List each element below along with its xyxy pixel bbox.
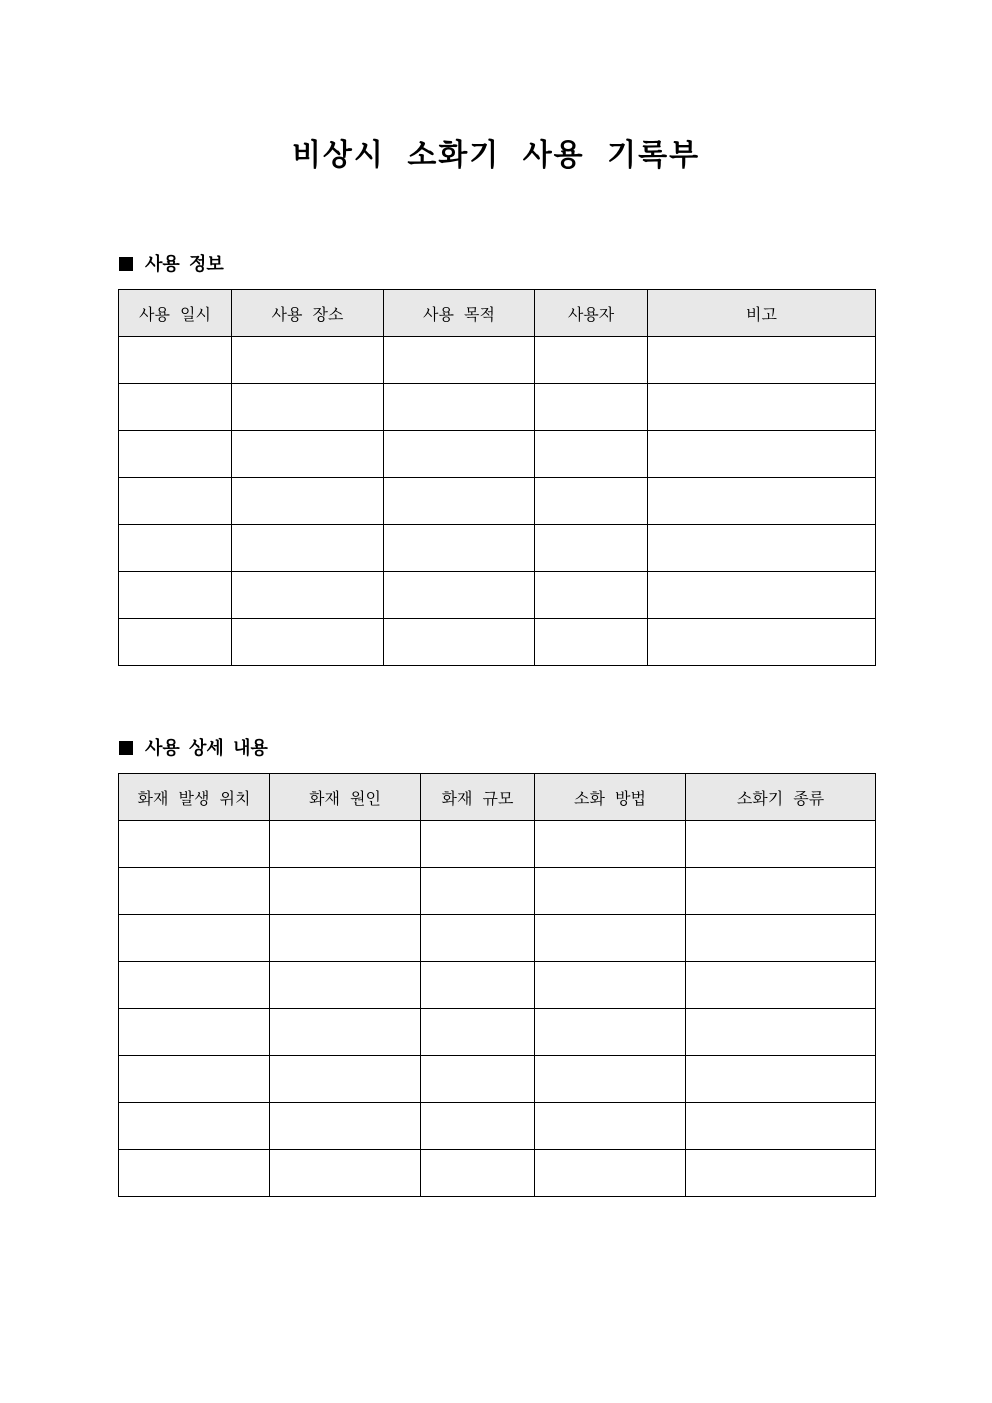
- usage-info-cell[interactable]: [648, 431, 876, 478]
- usage-details-cell[interactable]: [686, 868, 876, 915]
- usage-details-cell[interactable]: [686, 1009, 876, 1056]
- usage-details-cell[interactable]: [119, 868, 270, 915]
- square-bullet-icon: [119, 741, 133, 755]
- usage-info-cell[interactable]: [384, 478, 535, 525]
- usage-info-cell[interactable]: [535, 431, 648, 478]
- usage-details-cell[interactable]: [686, 1150, 876, 1197]
- usage-details-cell[interactable]: [421, 1056, 535, 1103]
- usage-info-cell[interactable]: [535, 337, 648, 384]
- usage-info-cell[interactable]: [119, 525, 232, 572]
- usage-details-cell[interactable]: [535, 1009, 686, 1056]
- header-usage-datetime: 사용 일시: [119, 290, 232, 337]
- usage-info-cell[interactable]: [232, 431, 384, 478]
- table-header-row: [119, 774, 876, 821]
- usage-details-cell[interactable]: [421, 962, 535, 1009]
- table-row: [119, 1103, 876, 1150]
- usage-details-cell[interactable]: [270, 1056, 421, 1103]
- table-row: [119, 478, 876, 525]
- usage-details-cell[interactable]: [119, 1056, 270, 1103]
- usage-details-cell[interactable]: [535, 915, 686, 962]
- usage-details-cell[interactable]: [686, 915, 876, 962]
- header-user: 사용자: [535, 290, 648, 337]
- usage-info-table: [118, 289, 876, 666]
- usage-details-cell[interactable]: [119, 915, 270, 962]
- usage-info-cell[interactable]: [535, 572, 648, 619]
- header-usage-location: 사용 장소: [232, 290, 384, 337]
- usage-info-cell[interactable]: [384, 337, 535, 384]
- table-row: [119, 962, 876, 1009]
- table-row: [119, 1150, 876, 1197]
- usage-details-cell[interactable]: [421, 821, 535, 868]
- usage-info-cell[interactable]: [648, 619, 876, 666]
- usage-info-cell[interactable]: [232, 525, 384, 572]
- page-title: 비상시 소화기 사용 기록부: [291, 138, 701, 173]
- usage-details-cell[interactable]: [270, 1103, 421, 1150]
- table-row: [119, 525, 876, 572]
- usage-info-cell[interactable]: [648, 525, 876, 572]
- usage-info-cell[interactable]: [232, 337, 384, 384]
- table-row: [119, 915, 876, 962]
- usage-details-table: [118, 773, 876, 1197]
- header-fire-location: 화재 발생 위치: [119, 774, 270, 821]
- usage-info-cell[interactable]: [232, 478, 384, 525]
- usage-details-cell[interactable]: [421, 915, 535, 962]
- table-row: [119, 619, 876, 666]
- usage-details-cell[interactable]: [270, 962, 421, 1009]
- usage-info-cell[interactable]: [648, 337, 876, 384]
- table-row: [119, 868, 876, 915]
- usage-details-cell[interactable]: [686, 1056, 876, 1103]
- usage-info-cell[interactable]: [384, 619, 535, 666]
- usage-details-cell[interactable]: [686, 1103, 876, 1150]
- usage-details-cell[interactable]: [270, 1150, 421, 1197]
- usage-details-cell[interactable]: [119, 1150, 270, 1197]
- header-extinguish-method: 소화 방법: [535, 774, 686, 821]
- usage-info-cell[interactable]: [119, 337, 232, 384]
- table-header-row: [119, 290, 876, 337]
- usage-details-cell[interactable]: [270, 1009, 421, 1056]
- usage-info-cell[interactable]: [119, 478, 232, 525]
- usage-info-cell[interactable]: [535, 384, 648, 431]
- usage-details-cell[interactable]: [421, 868, 535, 915]
- usage-info-cell[interactable]: [384, 384, 535, 431]
- usage-details-cell[interactable]: [421, 1009, 535, 1056]
- usage-info-cell[interactable]: [232, 572, 384, 619]
- usage-info-cell[interactable]: [648, 384, 876, 431]
- table-row: [119, 337, 876, 384]
- usage-info-cell[interactable]: [119, 431, 232, 478]
- usage-details-cell[interactable]: [119, 962, 270, 1009]
- usage-info-cell[interactable]: [232, 384, 384, 431]
- header-fire-cause: 화재 원인: [270, 774, 421, 821]
- header-usage-purpose: 사용 목적: [384, 290, 535, 337]
- table-row: [119, 1009, 876, 1056]
- usage-details-cell[interactable]: [270, 915, 421, 962]
- usage-details-cell[interactable]: [686, 821, 876, 868]
- table-row: [119, 572, 876, 619]
- usage-info-cell[interactable]: [648, 572, 876, 619]
- header-remarks: 비고: [648, 290, 876, 337]
- usage-details-cell[interactable]: [535, 962, 686, 1009]
- usage-details-cell[interactable]: [535, 1056, 686, 1103]
- usage-details-cell[interactable]: [270, 821, 421, 868]
- usage-details-cell[interactable]: [421, 1150, 535, 1197]
- section-heading-label: 사용 상세 내용: [145, 738, 268, 759]
- usage-info-cell[interactable]: [119, 572, 232, 619]
- usage-info-cell[interactable]: [648, 478, 876, 525]
- usage-details-cell[interactable]: [535, 821, 686, 868]
- usage-details-cell[interactable]: [535, 1103, 686, 1150]
- usage-details-cell[interactable]: [119, 1009, 270, 1056]
- section-heading-label: 사용 정보: [145, 254, 224, 275]
- usage-details-cell[interactable]: [119, 1103, 270, 1150]
- usage-details-cell[interactable]: [119, 821, 270, 868]
- table-row: [119, 1056, 876, 1103]
- table-row: [119, 384, 876, 431]
- usage-info-cell[interactable]: [384, 431, 535, 478]
- usage-info-cell[interactable]: [535, 619, 648, 666]
- header-fire-scale: 화재 규모: [421, 774, 535, 821]
- usage-details-cell[interactable]: [686, 962, 876, 1009]
- section-heading-usage-info: [119, 253, 224, 277]
- usage-info-cell[interactable]: [119, 384, 232, 431]
- usage-details-cell[interactable]: [421, 1103, 535, 1150]
- usage-details-cell[interactable]: [535, 868, 686, 915]
- usage-info-cell[interactable]: [535, 525, 648, 572]
- usage-info-cell[interactable]: [232, 619, 384, 666]
- table-row: [119, 431, 876, 478]
- usage-details-cell[interactable]: [535, 1150, 686, 1197]
- usage-info-cell[interactable]: [535, 478, 648, 525]
- square-bullet-icon: [119, 257, 133, 271]
- header-extinguisher-type: 소화기 종류: [686, 774, 876, 821]
- usage-info-cell[interactable]: [384, 572, 535, 619]
- usage-info-cell[interactable]: [384, 525, 535, 572]
- table-row: [119, 821, 876, 868]
- usage-details-cell[interactable]: [270, 868, 421, 915]
- usage-info-cell[interactable]: [119, 619, 232, 666]
- section-heading-usage-details: [119, 737, 268, 761]
